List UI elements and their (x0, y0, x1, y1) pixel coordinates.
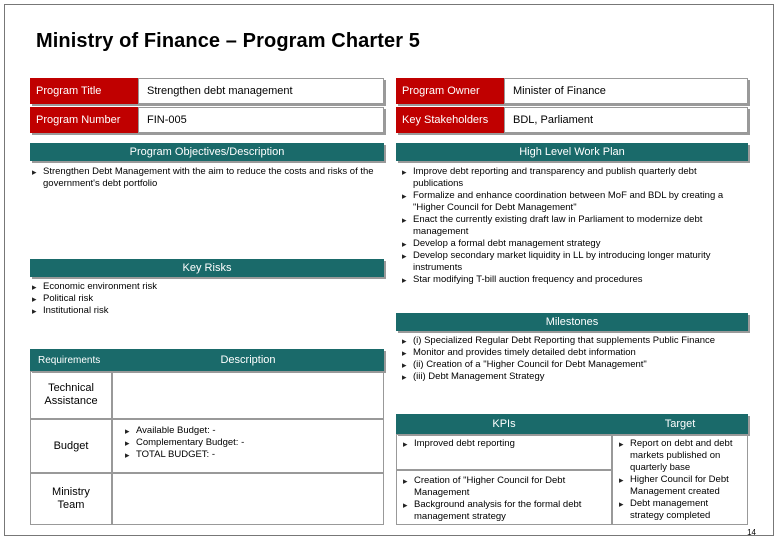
kpi-targets (612, 434, 748, 525)
target-item: ▸ Report on debt and debt markets published on quarterly base (619, 438, 743, 474)
work-plan-item: ▸ Develop secondary market liquidity in LL by introducing longer maturity instruments (402, 250, 746, 274)
work-plan-list (402, 166, 746, 286)
risk-item: ▸ Political risk (32, 293, 378, 305)
risk-item: ▸ Institutional risk (32, 305, 378, 317)
kpi-row2-kpi (396, 470, 612, 525)
kpi-row1-kpi (396, 434, 612, 470)
page-title: Ministry of Finance – Program Charter 5 (36, 30, 420, 52)
requirements-heading: Requirements (30, 349, 112, 371)
work-plan-item: ▸ Improve debt reporting and transparency and publish quarterly debt publications (402, 166, 746, 190)
program-owner-label: Program Owner (396, 78, 504, 104)
milestone-item: ▸ (iii) Debt Management Strategy (402, 371, 746, 383)
work-plan-item: ▸ Enact the currently existing draft law in Parliament to modernize debt management (402, 214, 746, 238)
budget-item: ▸ Available Budget: - (125, 425, 383, 437)
target-heading: Target (612, 414, 748, 434)
key-stakeholders-label: Key Stakeholders (396, 107, 504, 133)
work-plan-heading: High Level Work Plan (396, 143, 748, 161)
key-risks-list (32, 281, 378, 317)
milestone-item: ▸ Monitor and provides timely detailed debt information (402, 347, 746, 359)
work-plan-item: ▸ Develop a formal debt management strategy (402, 238, 746, 250)
technical-assistance-description (112, 371, 384, 419)
milestone-item: ▸ (i) Specialized Regular Debt Reporting that supplements Public Finance (402, 335, 746, 347)
budget-item: ▸ TOTAL BUDGET: - (125, 449, 383, 461)
budget-label: Budget (53, 439, 89, 452)
objectives-list (32, 166, 378, 190)
program-title-label: Program Title (30, 78, 138, 104)
kpi-item: ▸ Background analysis for the formal debt management strategy (403, 499, 607, 523)
kpi-item: ▸ Improved debt reporting (403, 438, 611, 450)
program-number-label: Program Number (30, 107, 138, 133)
budget-cell (30, 419, 112, 473)
target-item: ▸ Higher Council for Debt Management created (619, 474, 743, 498)
milestones-list (402, 335, 746, 383)
key-stakeholders-value: BDL, Parliament (504, 107, 748, 133)
ministry-team-label: Ministry Team (52, 486, 90, 511)
kpis-heading: KPIs (396, 414, 612, 434)
milestones-heading: Milestones (396, 313, 748, 331)
ministry-team-cell (30, 473, 112, 525)
objectives-heading: Program Objectives/Description (30, 143, 384, 161)
key-risks-heading: Key Risks (30, 259, 384, 277)
objective-item: ▸ Strengthen Debt Management with the aim to reduce the costs and risks of the government's debt portfolio (32, 166, 378, 190)
technical-assistance-label: Technical Assistance (44, 382, 98, 407)
risk-item: ▸ Economic environment risk (32, 281, 378, 293)
target-item: ▸ Debt management strategy completed (619, 498, 743, 522)
description-heading: Description (112, 349, 384, 371)
milestone-item: ▸ (ii) Creation of a "Higher Council for Debt Management" (402, 359, 746, 371)
kpi-item: ▸ Creation of "Higher Council for Debt Management (403, 475, 607, 499)
technical-assistance-cell (30, 371, 112, 419)
work-plan-item: ▸ Star modifying T-bill auction frequency and procedures (402, 274, 746, 286)
page-number: 14 (747, 528, 756, 537)
program-title-value: Strengthen debt management (138, 78, 384, 104)
work-plan-item: ▸ Formalize and enhance coordination between MoF and BDL by creating a "Higher Council for Debt Management" (402, 190, 746, 214)
ministry-team-description (112, 473, 384, 525)
budget-description (112, 419, 384, 473)
program-owner-value: Minister of Finance (504, 78, 748, 104)
program-number-value: FIN-005 (138, 107, 384, 133)
budget-item: ▸ Complementary Budget: - (125, 437, 383, 449)
